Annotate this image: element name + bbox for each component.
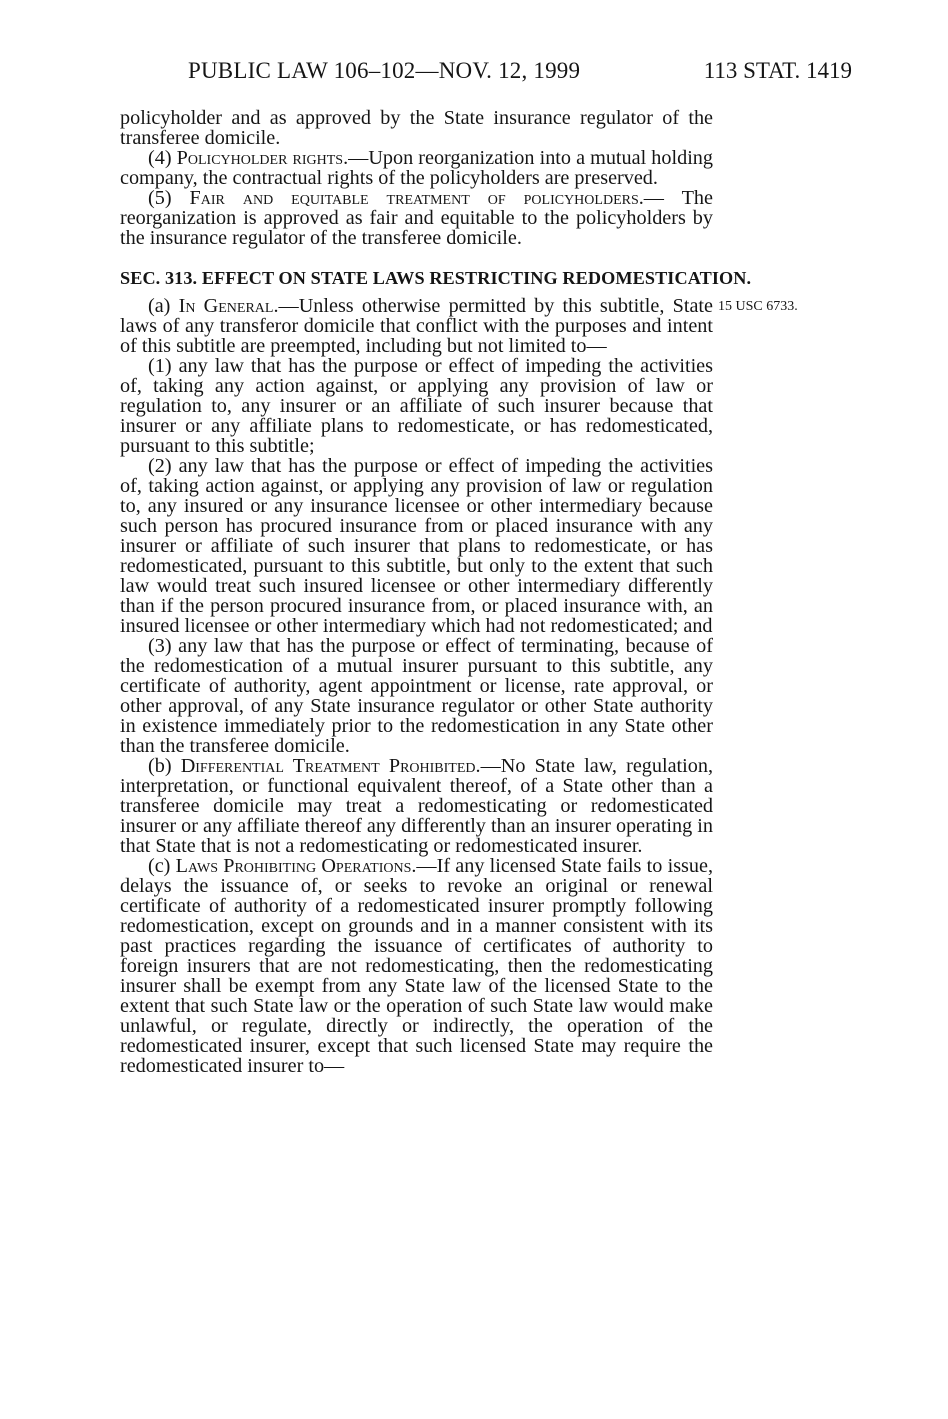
paragraph-5-text: — The reorganization is approved as fair and equitable to the policyholders by the insurance regulator of the transferee domicile. (120, 187, 713, 249)
subsection-a-text: —Unless otherwise permitted by this subtitle, State laws of any transferor domicile that conflict with the purposes and intent of this subtitle are preempted, including but not limited to— (120, 295, 713, 357)
paragraph-4-heading: Policyholder rights. (176, 147, 349, 169)
subsection-c (120, 856, 713, 1076)
paragraph-a2: (2) any law that has the purpose or effect of impeding the activities of, taking action against, or applying any provision of law or regulation to, any insured or any insurance licensee or other intermediary because such person has procured insurance from or placed insurance with any insurer or affiliate of such insurer that plans to redomesticate, or has redomesticated, pursuant to this subtitle, but only to the extent that such law would treat such insured licensee or other intermediary differently than if the person procured insurance from, or placed insurance with, an insured licensee or other intermediary which had not redomesticated; and (120, 455, 713, 637)
paragraph-a1: (1) any law that has the purpose or effect of impeding the activities of, taking any action against, or applying any provision of law or regulation to, any insurer or an affiliate of such insurer because that insurer or any affiliate plans to redomesticate, or has redomesticated, pursuant to this subtitle; (120, 355, 713, 457)
subsection-c-heading: Laws Prohibiting Operations. (175, 855, 417, 877)
subsection-b (120, 756, 713, 856)
section-heading: SEC. 313. EFFECT ON STATE LAWS RESTRICTING REDOMESTICATION. (120, 268, 752, 288)
paragraph-4 (120, 148, 713, 188)
subsection-a (120, 296, 713, 356)
subsection-b-text: —No State law, regulation, interpretation, or functional equivalent thereof, of a State other than a transferee domicile may treat a redomesticating or redomesticated insurer or any affiliate thereof any differently than an insurer operating in that State that is not a redomesticating or redomesticated insurer. (120, 755, 713, 857)
subsection-c-text: —If any licensed State fails to issue, delays the issuance of, or seeks to revoke an original or renewal certificate of authority of a redomesticated insurer promptly following redomestication, except on grounds and in a manner consistent with its past practices regarding the issuance of certificates of authority to foreign insurers that are not redomesticating, then the redomesticating insurer shall be exempt from any State law of the licensed State to the extent that such State law or the operation of such State law would make unlawful, or regulate, directly or indirectly, the operation of the redomesticated insurer, except that such licensed State may require the redomesticated insurer to— (120, 855, 714, 1077)
subsection-b-heading: Differential Treatment Prohibited. (180, 755, 481, 777)
paragraph-4-number: (4) (148, 147, 177, 169)
paragraph-5 (120, 188, 713, 248)
paragraph-4-text: —Upon reorganization into a mutual holding company, the contractual rights of the policyholders are preserved. (120, 147, 713, 189)
subsection-a-number: (a) (148, 295, 179, 317)
subsection-b-number: (b) (148, 755, 181, 777)
document-body (120, 107, 752, 1077)
margin-citation: 15 USC 6733. (718, 299, 798, 314)
subsection-a-heading: In General. (178, 295, 279, 317)
paragraph-5-number: (5) (148, 187, 190, 209)
paragraph-5-heading: Fair and equitable treatment of policyholders. (189, 187, 644, 209)
page-header (188, 58, 852, 88)
continued-paragraph: policyholder and as approved by the State insurance regulator of the transferee domicile. (120, 107, 713, 149)
header-page-number: 113 STAT. 1419 (703, 58, 852, 83)
subsection-c-number: (c) (148, 855, 176, 877)
paragraph-a3: (3) any law that has the purpose or effect of terminating, because of the redomestication of a mutual insurer pursuant to this subtitle, any certificate of authority, agent appointment or license, rate approval, or other approval, of any State insurance regulator or other State authority in existence immediately prior to the redomestication in any State other than the transferee domicile. (120, 635, 713, 757)
header-title: PUBLIC LAW 106–102—NOV. 12, 1999 (188, 58, 581, 83)
